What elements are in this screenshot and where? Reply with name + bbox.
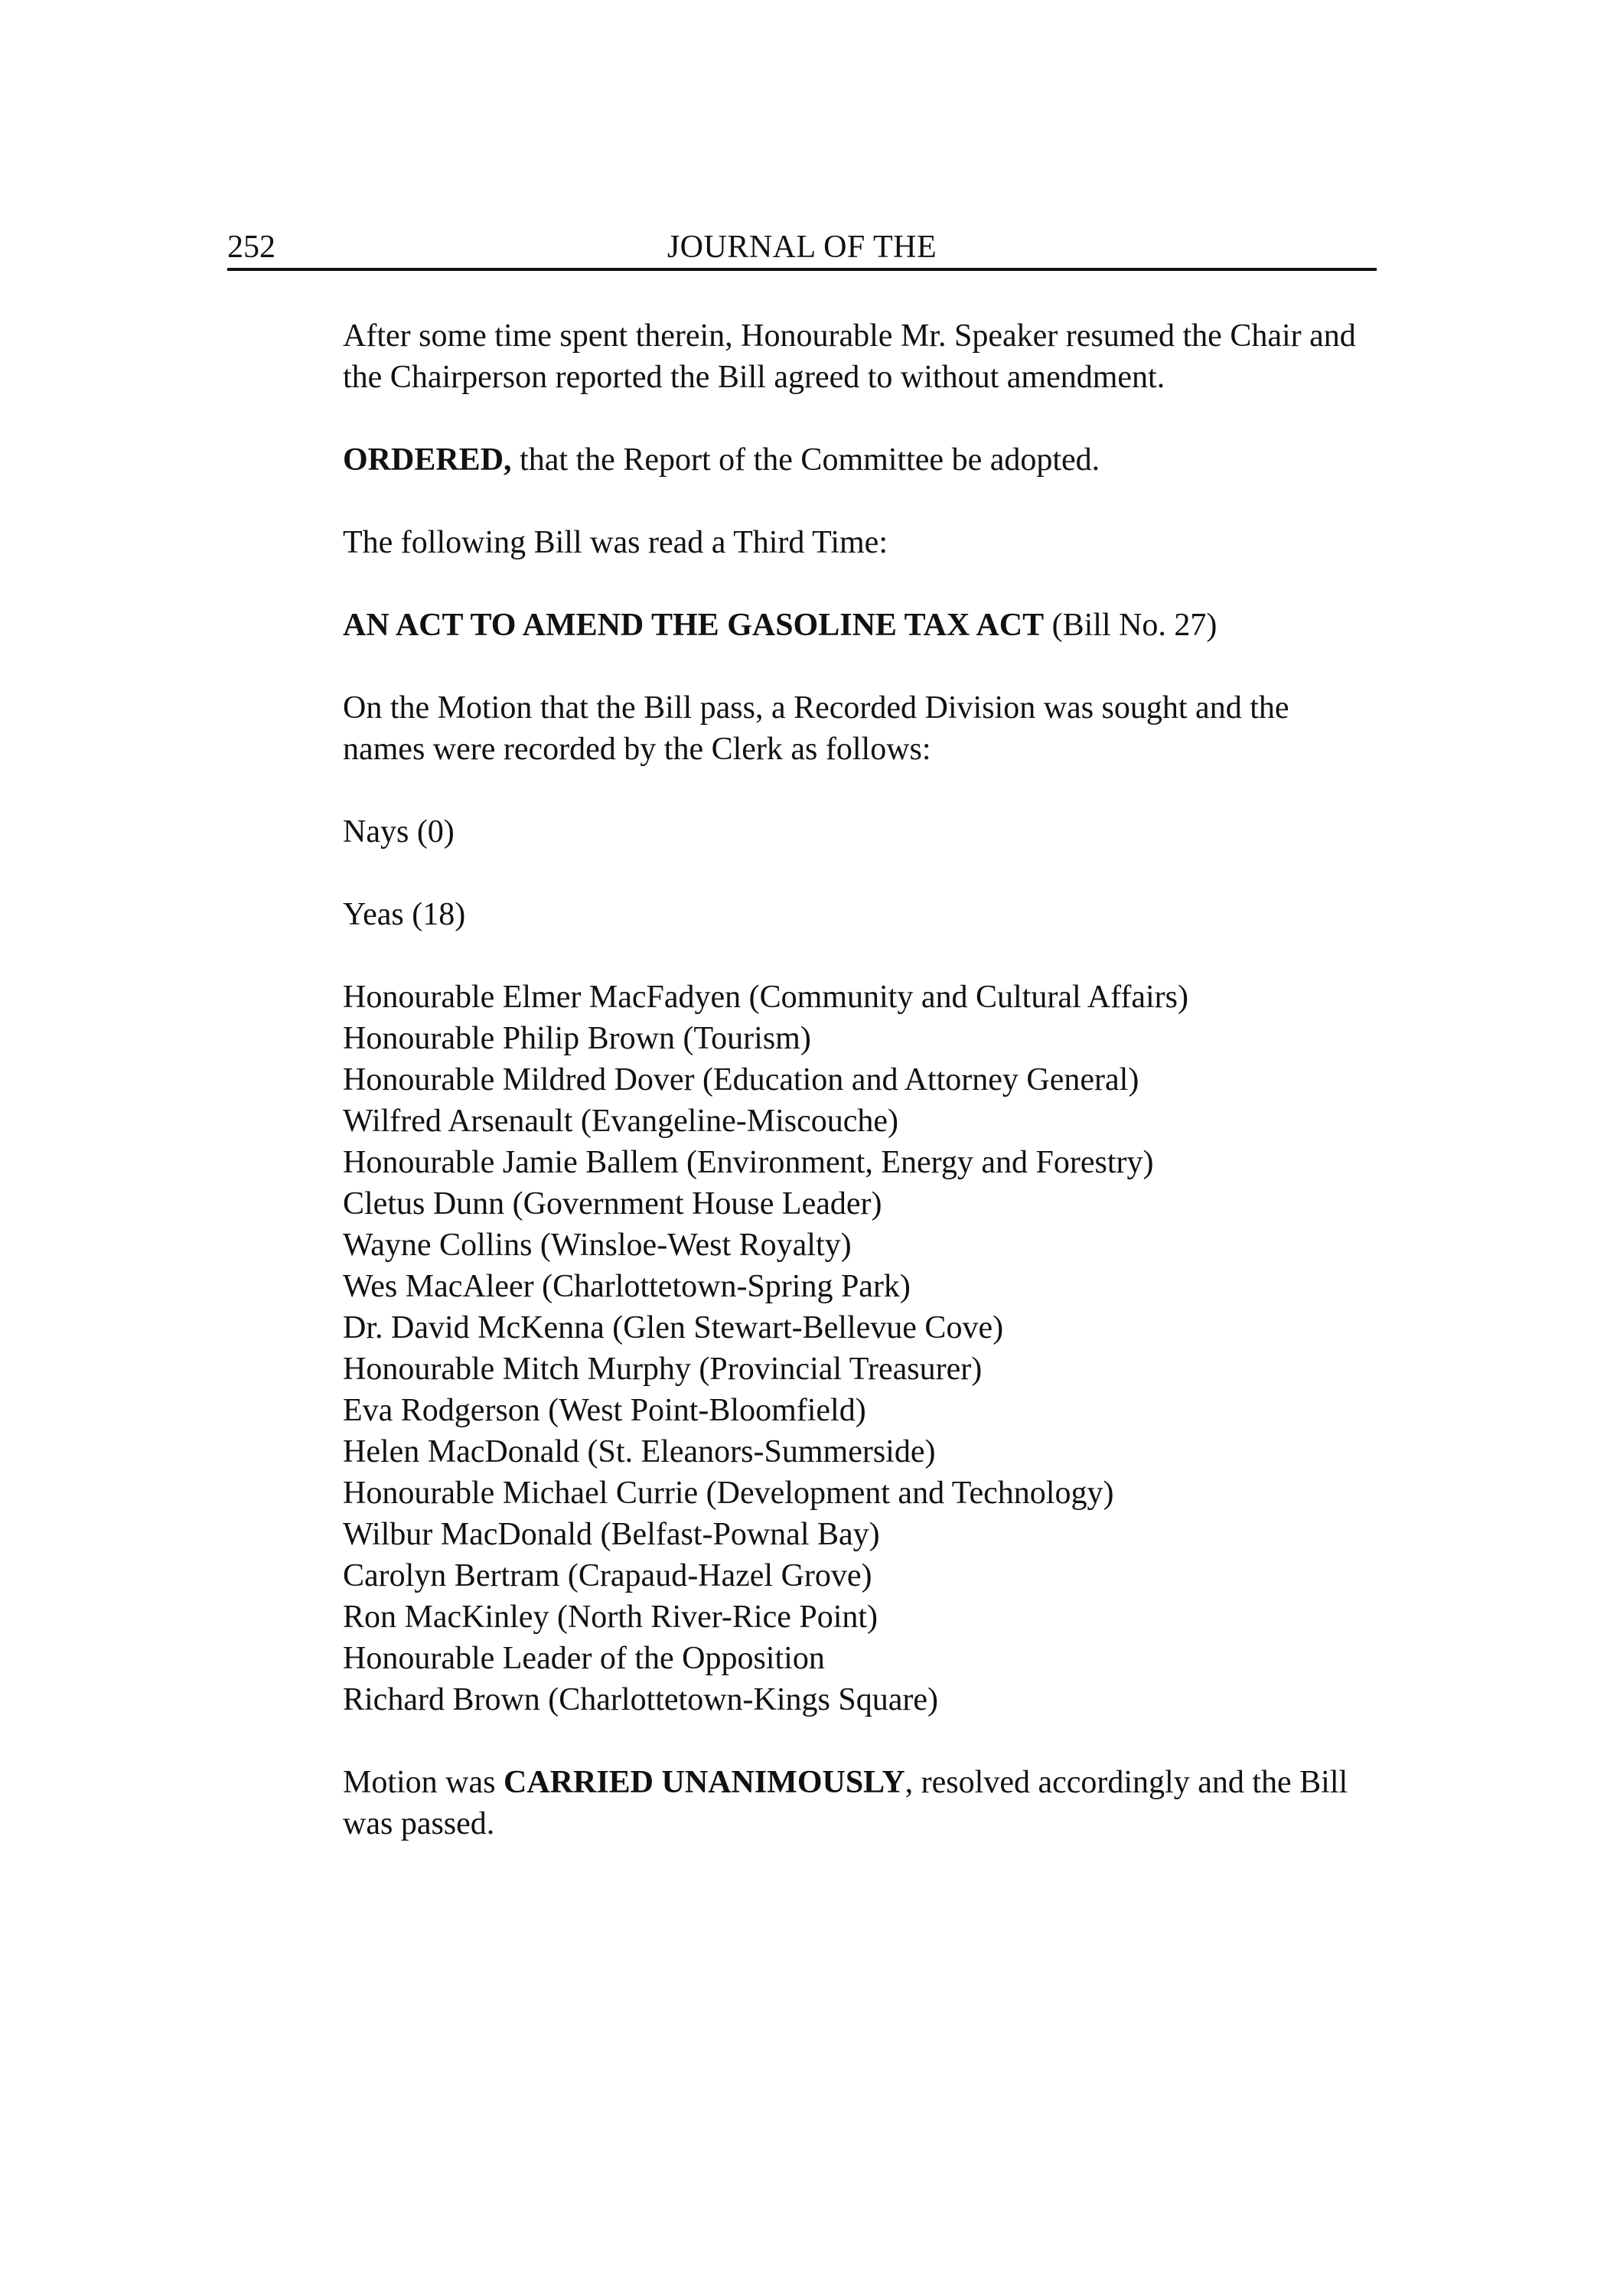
member-item: Cletus Dunn (Government House Leader) [343,1186,882,1221]
bill-number: (Bill No. 27) [1044,608,1217,643]
running-header [227,227,1377,271]
page-number: 252 [227,230,275,265]
journal-body [343,315,1377,1844]
member-item: Wilbur MacDonald (Belfast-Pownal Bay) [343,1517,880,1552]
motion-result-paragraph [343,1762,1377,1844]
motion-result-suffix: , resolved accordingly and the Bill was passed. [343,1765,1348,1841]
carried-unanimously-label: CARRIED UNANIMOUSLY [504,1765,905,1800]
ordered-paragraph [343,439,1377,481]
member-item: Helen MacDonald (St. Eleanors-Summerside) [343,1434,936,1469]
ordered-text: that the Report of the Committee be adopted. [511,442,1100,478]
member-item: Honourable Philip Brown (Tourism) [343,1021,811,1056]
member-item: Honourable Mitch Murphy (Provincial Treasurer) [343,1352,983,1387]
member-item: Wayne Collins (Winsloe-West Royalty) [343,1228,852,1263]
recorded-division-paragraph: On the Motion that the Bill pass, a Recorded Division was sought and the names were recorded by the Clerk as follows: [343,690,1289,767]
journal-title: JOURNAL OF THE [667,230,937,265]
member-item: Honourable Mildred Dover (Education and Attorney General) [343,1062,1139,1097]
member-item: Honourable Leader of the Opposition [343,1641,825,1676]
member-item: Honourable Michael Currie (Development and Technology) [343,1476,1114,1511]
member-item: Honourable Elmer MacFadyen (Community and Cultural Affairs) [343,980,1188,1015]
member-item: Ron MacKinley (North River-Rice Point) [343,1600,878,1635]
yeas-count: Yeas (18) [343,897,466,932]
member-item: Richard Brown (Charlottetown-Kings Square) [343,1682,939,1717]
third-reading-paragraph: The following Bill was read a Third Time: [343,525,888,560]
member-item: Eva Rodgerson (West Point-Bloomfield) [343,1393,866,1428]
bill-title-paragraph [343,605,1377,646]
nays-count: Nays (0) [343,814,455,850]
member-item: Wilfred Arsenault (Evangeline-Miscouche) [343,1104,899,1139]
motion-result-prefix: Motion was [343,1765,504,1800]
yeas-member-list [343,977,1377,1720]
member-item: Honourable Jamie Ballem (Environment, Energy and Forestry) [343,1145,1154,1180]
member-item: Dr. David McKenna (Glen Stewart-Bellevue Cove) [343,1310,1004,1345]
member-item: Wes MacAleer (Charlottetown-Spring Park) [343,1269,911,1304]
committee-report-paragraph: After some time spent therein, Honourable Mr. Speaker resumed the Chair and the Chairperson reported the Bill agreed to without amendment. [343,318,1356,395]
member-item: Carolyn Bertram (Crapaud-Hazel Grove) [343,1558,872,1593]
bill-title: AN ACT TO AMEND THE GASOLINE TAX ACT [343,608,1045,643]
ordered-label: ORDERED, [343,442,512,478]
